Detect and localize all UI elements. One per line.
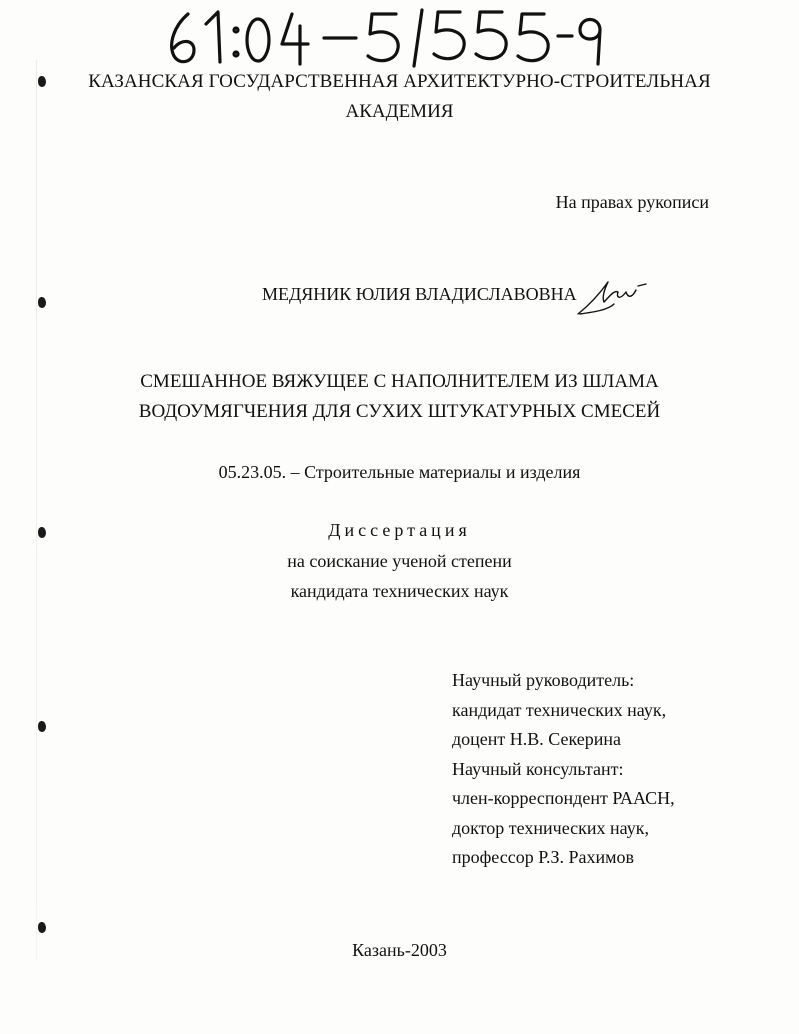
advisor-line: Научный руководитель: [452, 670, 635, 690]
author-signature [574, 276, 654, 318]
binding-hole-mark [38, 721, 46, 732]
advisor-line: кандидат технических наук, [452, 699, 667, 720]
institution-name-line1: КАЗАНСКАЯ ГОСУДАРСТВЕННАЯ АРХИТЕКТУРНО-СТРОИТЕЛЬНАЯ [88, 71, 711, 92]
binding-hole-mark [38, 297, 46, 308]
dissertation-title-line2: ВОДОУМЯГЧЕНИЯ ДЛЯ СУХИХ ШТУКАТУРНЫХ СМЕСЕЙ [138, 401, 661, 422]
specialty-code: 05.23.05. – Строительные материалы и изделия [218, 462, 581, 482]
handwritten-archive-number [160, 4, 610, 70]
city-year: Казань-2003 [352, 940, 447, 960]
advisor-line: профессор Р.З. Рахимов [452, 847, 635, 867]
advisor-line: член-корреспондент РААСН, [452, 788, 675, 808]
binding-hole-mark [38, 922, 46, 933]
institution-name-line2: АКАДЕМИЯ [345, 101, 454, 122]
dissertation-title-line1: СМЕШАННОЕ ВЯЖУЩЕЕ С НАПОЛНИТЕЛЕМ ИЗ ШЛАМА [140, 371, 659, 392]
rights-note: На правах рукописи [555, 192, 709, 212]
advisor-line: доцент Н.В. Секерина [452, 729, 622, 749]
degree-line1: на соискание ученой степени [287, 551, 512, 571]
advisors-block [452, 666, 675, 873]
margin-line [36, 60, 37, 960]
degree-line2: кандидата технических наук [290, 581, 509, 601]
advisor-line: доктор технических наук, [452, 817, 649, 838]
author-name: МЕДЯНИК ЮЛИЯ ВЛАДИСЛАВОВНА [262, 284, 577, 304]
work-type-heading: Диссертация [328, 520, 471, 540]
advisor-line: Научный консультант: [452, 758, 624, 779]
